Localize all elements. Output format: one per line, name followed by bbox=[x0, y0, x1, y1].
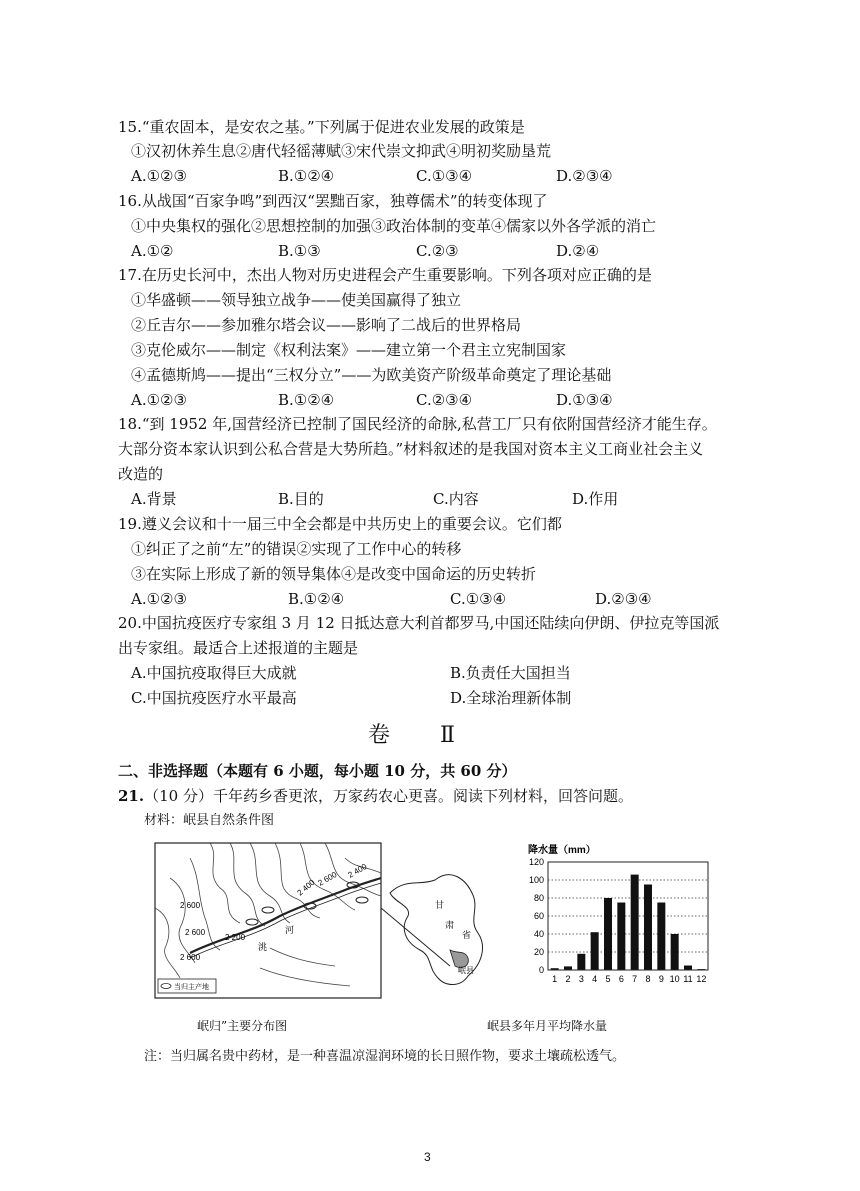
chart-bar bbox=[644, 885, 652, 971]
q17-option-b: B.①②④ bbox=[278, 391, 335, 409]
q18-option-b: B.目的 bbox=[278, 490, 324, 508]
q17-option-a: A.①②③ bbox=[131, 391, 187, 409]
chart-ytick-label: 20 bbox=[533, 947, 544, 957]
county-label: 岷县 bbox=[458, 966, 474, 975]
q16-option-a: A.①② bbox=[131, 242, 174, 260]
q17-item-3: ③克伦威尔——制定《权利法案》——建立第一个君主立宪制国家 bbox=[131, 341, 567, 359]
contour-label: 2 200 bbox=[225, 933, 246, 942]
q20-option-a: A.中国抗疫取得巨大成就 bbox=[131, 664, 297, 682]
chart-bar bbox=[657, 903, 665, 971]
q15-stem: 15.“重农固本，是安农之基。”下列属于促进农业发展的政策是 bbox=[118, 118, 525, 136]
q18-option-a: A.背景 bbox=[131, 490, 177, 508]
chart-xtick-label: 7 bbox=[632, 974, 638, 984]
chart-ytick-label: 40 bbox=[533, 929, 544, 939]
chart-xtick-label: 5 bbox=[605, 974, 611, 984]
q19-stem: 19.遵义会议和十一届三中全会都是中共历史上的重要会议。它们都 bbox=[118, 515, 562, 533]
q19-option-b: B.①②④ bbox=[288, 590, 345, 608]
chart-bar bbox=[564, 966, 572, 970]
province-label: 省 bbox=[462, 930, 472, 940]
chart-ytick-label: 0 bbox=[538, 965, 544, 975]
section2-header: 二、非选择题（本题有 6 小题，每小题 10 分，共 60 分） bbox=[118, 762, 517, 780]
chart-bar bbox=[617, 903, 625, 971]
q15-option-a: A.①②③ bbox=[131, 167, 187, 185]
q18-stem-line-3: 改造的 bbox=[118, 465, 164, 483]
note: 注：当归属名贵中药材，是一种喜温凉湿润环境的长日照作物，要求土壤疏松透气。 bbox=[144, 1049, 626, 1064]
q21-points: （10 分） bbox=[144, 787, 213, 805]
q17-stem: 17.在历史长河中，杰出人物对历史进程会产生重要影响。下列各项对应正确的是 bbox=[118, 266, 652, 284]
q18-stem-line-2: 大部分资本家认识到公私合营是大势所趋。”材料叙述的是我国对资本主义工商业社会主义 bbox=[118, 440, 704, 458]
chart-xtick-label: 6 bbox=[618, 974, 624, 984]
q18-option-c: C.内容 bbox=[433, 490, 479, 508]
q19-item-2: ③在实际上形成了新的领导集体④是改变中国命运的历史转折 bbox=[131, 565, 537, 583]
contour-label: 2 400 bbox=[295, 877, 317, 898]
q15-option-c: C.①③④ bbox=[416, 167, 473, 185]
chart-ylabel: 降水量（mm） bbox=[528, 845, 596, 856]
q21-number: 21. bbox=[118, 787, 145, 805]
chart-bar bbox=[671, 934, 679, 970]
minxian-map bbox=[150, 838, 510, 1008]
contour-label: 2 600 bbox=[180, 901, 201, 910]
q20-option-c: C.中国抗疫医疗水平最高 bbox=[131, 689, 297, 707]
q20-option-b: B.负责任大国担当 bbox=[450, 664, 571, 682]
q17-option-c: C.②③④ bbox=[416, 391, 473, 409]
q19-option-a: A.①②③ bbox=[131, 590, 187, 608]
chart-bar bbox=[577, 954, 585, 970]
chart-caption: 岷县多年月平均降水量 bbox=[487, 1019, 608, 1033]
q15-items: ①汉初休养生息②唐代轻徭薄赋③宋代崇文抑武④明初奖励垦荒 bbox=[131, 142, 552, 160]
chart-ytick-label: 100 bbox=[528, 875, 544, 885]
contour-label: 2 600 bbox=[316, 869, 339, 888]
chart-xtick-label: 12 bbox=[696, 974, 707, 984]
q15-option-b: B.①②④ bbox=[278, 167, 335, 185]
q20-stem-line-1: 20.中国抗疫医疗专家组 3 月 12 日抵达意大利首都罗马,中国还陆续向伊朗、伊拉克等国派 bbox=[118, 614, 720, 632]
q18-option-d: D.作用 bbox=[572, 490, 619, 508]
chart-xtick-label: 11 bbox=[683, 974, 693, 984]
chart-xtick-label: 9 bbox=[658, 974, 664, 984]
q16-option-d: D.②④ bbox=[556, 242, 600, 260]
legend-label: 当归主产地 bbox=[174, 984, 209, 991]
q17-item-2: ②丘吉尔——参加雅尔塔会议——影响了二战后的世界格局 bbox=[131, 316, 522, 334]
chart-ytick-label: 120 bbox=[528, 857, 544, 867]
chart-xtick-label: 1 bbox=[552, 974, 558, 984]
q19-option-d: D.②③④ bbox=[595, 590, 652, 608]
q16-option-c: C.②③ bbox=[416, 242, 459, 260]
q20-stem-line-2: 出专家组。最适合上述报道的主题是 bbox=[118, 639, 359, 657]
contour-label: 2 600 bbox=[185, 928, 206, 937]
q15-option-d: D.②③④ bbox=[556, 167, 613, 185]
river-label: 河 bbox=[285, 925, 295, 935]
q21-material: 材料：岷县自然条件图 bbox=[144, 813, 275, 828]
q17-option-d: D.①③④ bbox=[556, 391, 613, 409]
chart-bar bbox=[684, 966, 692, 971]
q21-line bbox=[118, 785, 633, 807]
chart-xtick-label: 3 bbox=[578, 974, 584, 984]
river-label: 洮 bbox=[258, 942, 268, 952]
q16-items: ①中央集权的强化②思想控制的加强③政治体制的变革④儒家以外各学派的消亡 bbox=[131, 217, 657, 235]
chart-ytick-label: 80 bbox=[533, 893, 544, 903]
q17-item-4: ④孟德斯鸠——提出“三权分立”——为欧美资产阶级革命奠定了理论基础 bbox=[131, 366, 612, 384]
page-number: 3 bbox=[424, 1150, 431, 1164]
chart-xtick-label: 4 bbox=[592, 974, 598, 984]
chart-xtick-label: 10 bbox=[669, 974, 680, 984]
map-caption: 岷归”主要分布图 bbox=[197, 1019, 288, 1033]
contour-label: 2 600 bbox=[180, 953, 201, 962]
province-label: 甘 bbox=[435, 900, 445, 910]
q18-stem-line-1: 18.“到 1952 年,国营经济已控制了国民经济的命脉,私营工厂只有依附国营经济才能生存。 bbox=[118, 415, 717, 433]
chart-xtick-label: 2 bbox=[565, 974, 571, 984]
chart-ytick-label: 60 bbox=[533, 911, 544, 921]
chart-bar bbox=[604, 898, 612, 970]
part2-title: 卷 Ⅱ bbox=[368, 723, 457, 748]
q19-item-1: ①纠正了之前“左”的错误②实现了工作中心的转移 bbox=[131, 540, 462, 558]
q20-option-d: D.全球治理新体制 bbox=[450, 689, 572, 707]
q16-stem: 16.从战国“百家争鸣”到西汉“罢黜百家，独尊儒术”的转变体现了 bbox=[118, 192, 548, 210]
precipitation-chart bbox=[514, 838, 724, 1018]
chart-bar bbox=[631, 875, 639, 970]
q16-option-b: B.①③ bbox=[278, 242, 321, 260]
contour-label: 2 400 bbox=[346, 861, 369, 880]
q21-text: 千年药乡香更浓，万家药农心更喜。阅读下列材料，回答问题。 bbox=[212, 787, 633, 805]
q19-option-c: C.①③④ bbox=[450, 590, 507, 608]
province-label: 肃 bbox=[445, 920, 455, 930]
chart-bar bbox=[591, 932, 599, 970]
q17-item-1: ①华盛顿——领导独立战争——使美国赢得了独立 bbox=[131, 291, 462, 309]
chart-xtick-label: 8 bbox=[645, 974, 651, 984]
